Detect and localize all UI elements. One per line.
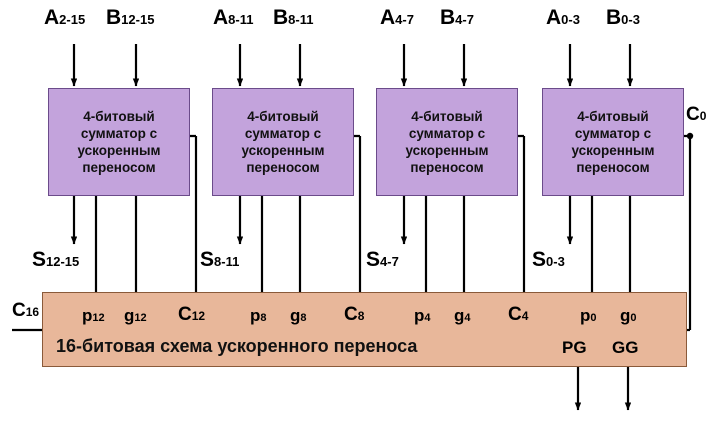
input-label-a-4-7: A4-7 <box>380 6 414 29</box>
input-label-b-12-15: B12-15 <box>106 6 155 29</box>
carry-out-label-c16: C16 <box>12 300 40 321</box>
signal-label-c8: C8 <box>344 304 365 325</box>
carry-lookahead-unit-title: 16-битовая схема ускоренного переноса <box>56 336 418 356</box>
input-label-a-0-3: A0-3 <box>546 6 580 29</box>
adder-block-4-7-label: 4-битовый сумматор с ускоренным переносом <box>405 109 489 175</box>
output-label-gg: GG <box>612 338 639 357</box>
signal-label-p4: p4 <box>414 306 431 325</box>
adder-block-12-15[interactable] <box>48 88 190 196</box>
signal-label-p0: p0 <box>580 306 597 325</box>
adder-block-12-15-label: 4-битовый сумматор с ускоренным переносом <box>77 109 161 175</box>
signal-label-c4: C4 <box>508 304 529 325</box>
signal-label-g8: g8 <box>290 306 307 325</box>
sum-label-8-11: S8-11 <box>200 248 240 271</box>
signal-label-g12: g12 <box>124 306 147 325</box>
signal-label-c12: C12 <box>178 304 206 325</box>
signal-label-g0: g0 <box>620 306 637 325</box>
signal-label-p8: p8 <box>250 306 267 325</box>
input-label-b-4-7: B4-7 <box>440 6 474 29</box>
input-label-a-8-11: A8-11 <box>213 6 254 29</box>
sum-label-4-7: S4-7 <box>366 248 399 271</box>
adder-block-0-3[interactable] <box>542 88 684 196</box>
adder-block-8-11[interactable] <box>212 88 354 196</box>
adder-block-0-3-label: 4-битовый сумматор с ускоренным переносом <box>571 109 655 175</box>
sum-label-0-3: S0-3 <box>532 248 565 271</box>
output-label-pg: PG <box>562 338 587 357</box>
input-label-b-8-11: B8-11 <box>273 6 314 29</box>
signal-label-g4: g4 <box>454 306 471 325</box>
adder-block-4-7[interactable] <box>376 88 518 196</box>
input-label-b-0-3: B0-3 <box>606 6 640 29</box>
carry-in-label-c0: C0 <box>686 104 707 125</box>
input-label-a-12-15: A2-15 <box>44 6 86 29</box>
adder-block-8-11-label: 4-битовый сумматор с ускоренным переносом <box>241 109 325 175</box>
signal-label-p12: p12 <box>82 306 105 325</box>
sum-label-12-15: S12-15 <box>32 248 80 271</box>
